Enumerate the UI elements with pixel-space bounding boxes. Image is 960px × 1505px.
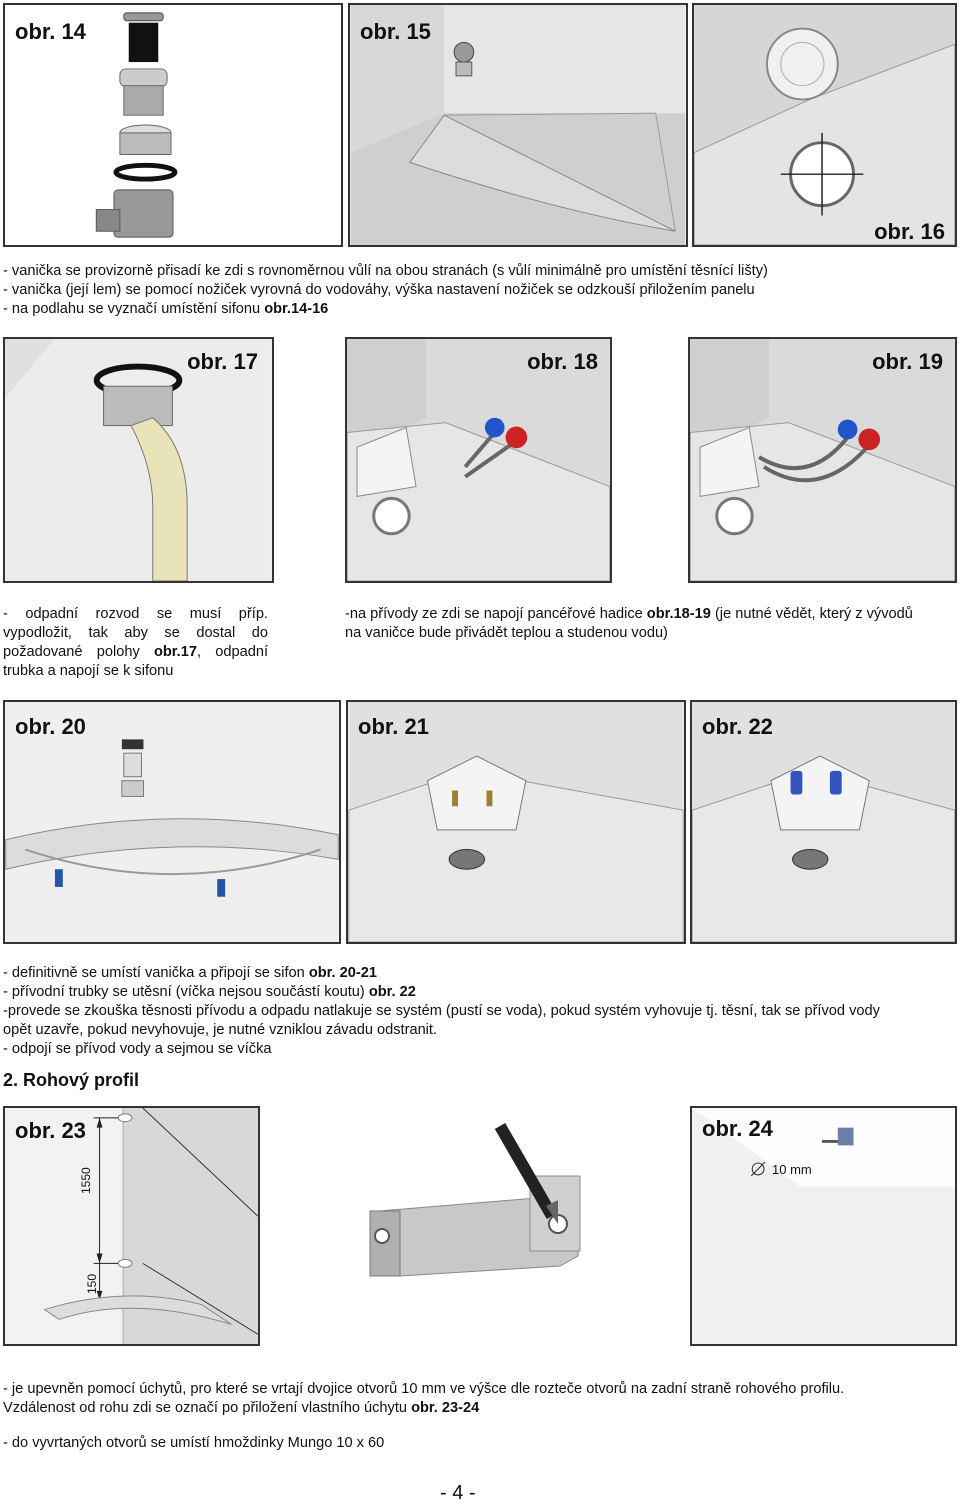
instruction-line <box>345 605 913 624</box>
figure-19-panel <box>688 337 957 583</box>
figure-reference: obr. 22 <box>368 984 416 1000</box>
figure-reference: obr. 20-21 <box>308 965 377 981</box>
figure-22-panel <box>690 700 957 944</box>
instruction-line: -provede se zkouška těsnosti přívodu a odpadu natlakuje se systém (pustí se voda), pokud systém vyhovuje tj. těsní, tak se přívod vody <box>3 1003 880 1019</box>
instruction-line: - odpojí se přívod vody a sejmou se víčka <box>3 1041 272 1057</box>
figure-label: obr. 24 <box>702 1116 773 1141</box>
figure-reference: obr.14-16 <box>264 301 329 317</box>
figure-reference: obr.18-19 <box>646 606 711 622</box>
instruction-block-left <box>3 605 268 681</box>
instruction-line <box>3 643 268 662</box>
instruction-line: - je upevněn pomocí úchytů, pro které se vrtají dvojice otvorů 10 mm ve výšce dle rozteče otvorů na zadní straně rohového profilu. <box>3 1381 845 1397</box>
bracket-closeup-illustration <box>260 1106 700 1346</box>
dimension-label-1550: 1550 <box>79 1167 93 1194</box>
instruction-text: , odpadní <box>196 644 268 660</box>
figure-20-panel <box>3 700 341 944</box>
instruction-line: vypodložit, tak aby se dostal do <box>3 625 268 641</box>
instruction-line: trubka a napojí se k sifonu <box>3 663 174 679</box>
instruction-text: Vzdálenost od rohu zdi se označí po přiložení vlastního úchytu <box>3 1400 412 1416</box>
instruction-text: - přívodní trubky se utěsní (víčka nejsou součástí koutu) <box>3 984 369 1000</box>
hose-connection-illustration <box>347 339 610 581</box>
figure-14-panel <box>3 3 343 247</box>
siphon-position-illustration <box>694 5 955 245</box>
instruction-line: na vaničce bude přivádět teplou a studenou vodu) <box>345 625 668 641</box>
figure-18-panel <box>345 337 612 583</box>
figure-16-panel <box>692 3 957 247</box>
hose-connection-illustration <box>690 339 955 581</box>
figure-label: obr. 18 <box>527 349 598 374</box>
drill-diameter-label: 10 mm <box>772 1162 812 1177</box>
instruction-text: - definitivně se umístí vanička a připojí se sifon <box>3 965 309 981</box>
figure-label: obr. 20 <box>15 714 86 739</box>
instruction-line <box>3 1399 479 1418</box>
page-number: - 4 - <box>440 1482 476 1504</box>
instruction-line <box>3 300 328 319</box>
drill-hole-illustration <box>692 1108 955 1344</box>
instruction-text: (je nutné vědět, který z vývodů <box>710 606 913 622</box>
instruction-line: - vanička se provizorně přisadí ke zdi s rovnoměrnou vůlí na obou stranách (s vůlí minimálně pro umístění těsnící lišty) <box>3 263 768 279</box>
figure-23-panel <box>3 1106 260 1346</box>
figure-reference: obr.17 <box>153 644 197 660</box>
figure-label: obr. 19 <box>872 349 943 374</box>
instruction-line <box>3 964 377 983</box>
figure-label: obr. 22 <box>702 714 773 739</box>
figure-label: obr. 21 <box>358 714 429 739</box>
figure-24-panel <box>690 1106 957 1346</box>
figure-label: obr. 16 <box>874 219 945 244</box>
instruction-line: - odpadní rozvod se musí příp. <box>3 606 268 622</box>
figure-label: obr. 17 <box>187 349 258 374</box>
figure-label: obr. 15 <box>360 19 431 44</box>
instruction-line <box>3 983 416 1002</box>
section-heading: 2. Rohový profil <box>3 1070 140 1090</box>
figure-reference: obr. 23-24 <box>411 1400 480 1416</box>
instruction-line: opět uzavře, pokud nevyhovuje, je nutné vzniklou závadu odstranit. <box>3 1022 438 1038</box>
instruction-text: - na podlahu se vyznačí umístění sifonu <box>3 301 265 317</box>
figure-17-panel <box>3 337 274 583</box>
instruction-text: -na přívody ze zdi se napojí pancéřové hadice <box>345 606 647 622</box>
figure-label: obr. 23 <box>15 1118 86 1143</box>
instruction-text: požadované polohy <box>3 644 154 660</box>
waste-pipe-illustration <box>5 339 272 581</box>
figure-15-panel <box>348 3 688 247</box>
dimension-label-150: 150 <box>85 1273 99 1294</box>
figure-21-panel <box>346 700 686 944</box>
instruction-line: - do vyvrtaných otvorů se umístí hmoždinky Mungo 10 x 60 <box>3 1435 385 1451</box>
figure-label: obr. 14 <box>15 19 86 44</box>
instruction-line: - vanička (její lem) se pomocí nožiček vyrovná do vodováhy, výška nastavení nožiček se odzkouší přiložením panelu <box>3 282 755 298</box>
